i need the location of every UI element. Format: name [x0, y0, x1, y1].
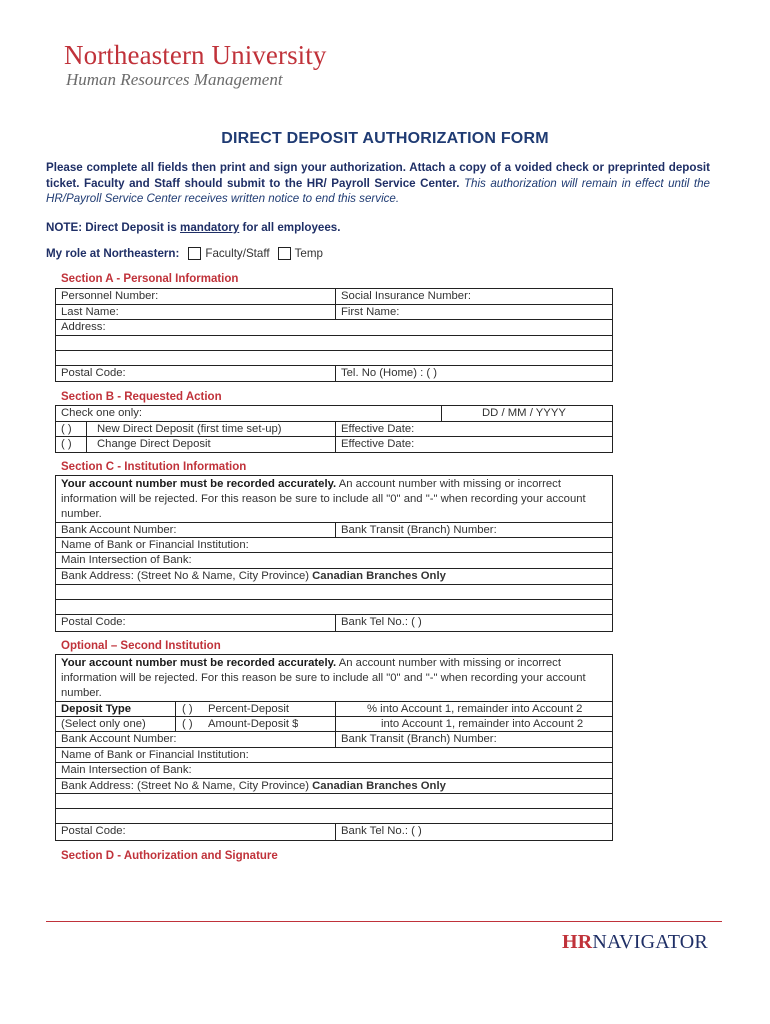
bank-account-number-field-2[interactable]: Bank Account Number:	[61, 733, 177, 745]
intro-paragraph	[46, 160, 710, 207]
table-row	[56, 320, 612, 336]
bank-address-label: Bank Address: (Street No & Name, City Province)	[61, 570, 309, 582]
section-b-table	[55, 405, 613, 453]
bank-address-label: Bank Address: (Street No & Name, City Province)	[61, 780, 309, 792]
temp-label: Temp	[294, 247, 323, 260]
bank-tel-field[interactable]: Bank Tel No.: ( )	[341, 616, 422, 628]
table-row	[56, 779, 612, 794]
university-name: Northeastern University	[64, 40, 327, 70]
canadian-branches-note: Canadian Branches Only	[312, 570, 446, 582]
table-row	[56, 732, 612, 748]
deposit-type-label: Deposit Type	[61, 703, 132, 715]
section-a-title: Section A - Personal Information	[61, 273, 239, 285]
table-row	[56, 702, 612, 717]
main-intersection-field-2[interactable]: Main Intersection of Bank:	[61, 764, 192, 776]
faculty-staff-label: Faculty/Staff	[205, 247, 270, 260]
check-one-label: Check one only:	[61, 407, 143, 419]
bank-address-field-2[interactable]	[61, 779, 446, 793]
footer-divider	[46, 921, 722, 922]
section-b-title: Section B - Requested Action	[61, 391, 222, 403]
table-row	[56, 366, 612, 381]
bank-address-field[interactable]	[61, 569, 446, 584]
section-d-title: Section D - Authorization and Signature	[61, 850, 278, 862]
table-row	[56, 422, 612, 437]
select-only-one-label: (Select only one)	[61, 718, 146, 730]
account-warning	[56, 655, 612, 702]
section-a-table	[55, 288, 613, 382]
effective-date-new[interactable]: Effective Date:	[341, 423, 415, 435]
bank-address-line-3[interactable]	[56, 809, 612, 824]
optional-section-table	[55, 654, 613, 841]
optional-section-title: Optional – Second Institution	[61, 640, 221, 652]
faculty-staff-checkbox[interactable]	[188, 247, 201, 260]
table-row	[56, 437, 612, 452]
amount-deposit-radio[interactable]: ( )	[182, 718, 193, 730]
percent-deposit-radio[interactable]: ( )	[182, 703, 193, 715]
table-row	[56, 553, 612, 569]
tel-home-field[interactable]: Tel. No (Home) : ( )	[341, 367, 438, 379]
bank-tel-field-2[interactable]: Bank Tel No.: ( )	[341, 825, 422, 837]
bank-address-line-3[interactable]	[56, 600, 612, 615]
warning-bold: Your account number must be recorded accurately.	[61, 478, 337, 490]
bank-address-line-2[interactable]	[56, 794, 612, 809]
table-row	[56, 538, 612, 553]
address-line-2[interactable]	[56, 336, 612, 351]
bank-transit-field[interactable]: Bank Transit (Branch) Number:	[341, 524, 497, 536]
percent-deposit-label: Percent-Deposit	[208, 703, 289, 715]
hr-navigator-logo	[562, 931, 708, 954]
bank-postal-code-field-2[interactable]: Postal Code:	[61, 825, 126, 837]
address-line-3[interactable]	[56, 351, 612, 366]
warning-bold: Your account number must be recorded accurately.	[61, 657, 337, 669]
amount-deposit-note: into Account 1, remainder into Account 2	[381, 718, 584, 730]
account-warning	[56, 476, 612, 523]
section-c-table	[55, 475, 613, 632]
table-row	[56, 289, 612, 305]
role-selector	[46, 247, 331, 260]
department-name: Human Resources Management	[66, 70, 283, 89]
table-row	[56, 569, 612, 585]
canadian-branches-note: Canadian Branches Only	[312, 780, 446, 792]
table-row	[56, 763, 612, 779]
personnel-number-field[interactable]: Personnel Number:	[61, 290, 159, 302]
intro-italic-text: This authorization will remain in effect until the HR/Payroll Service Center receives written notice to end this service.	[46, 176, 710, 205]
first-name-field[interactable]: First Name:	[341, 306, 400, 318]
table-row	[56, 406, 612, 422]
table-row	[56, 824, 612, 840]
new-deposit-radio[interactable]: ( )	[61, 423, 72, 435]
date-format-label: DD / MM / YYYY	[482, 407, 566, 419]
intro-bold-text: Please complete all fields then print and sign your authorization. Attach a copy of a voided check or preprinted deposit ticket. Faculty and Staff should submit to the HR/ Payroll Service Center.	[46, 161, 710, 190]
warning-text: An account number with missing or incorrect information will be rejected. For this reason be sure to include all "0" and "-" when recording your account number.	[61, 657, 586, 699]
change-deposit-radio[interactable]: ( )	[61, 438, 72, 450]
table-row	[56, 717, 612, 732]
logo-navigator: NAVIGATOR	[592, 931, 708, 953]
note-suffix: for all employees.	[242, 221, 341, 234]
role-label: My role at Northeastern:	[46, 247, 180, 260]
section-c-title: Section C - Institution Information	[61, 461, 247, 473]
bank-postal-code-field[interactable]: Postal Code:	[61, 616, 126, 628]
note-prefix: NOTE: Direct Deposit is	[46, 221, 177, 234]
effective-date-change[interactable]: Effective Date:	[341, 438, 415, 450]
postal-code-field[interactable]: Postal Code:	[61, 367, 126, 379]
temp-checkbox[interactable]	[278, 247, 291, 260]
last-name-field[interactable]: Last Name:	[61, 306, 119, 318]
main-intersection-field[interactable]: Main Intersection of Bank:	[61, 554, 192, 566]
warning-text: An account number with missing or incorrect information will be rejected. For this reason be sure to include all "0" and "-" when recording your account number.	[61, 478, 586, 520]
logo-hr: HR	[562, 931, 593, 953]
table-row	[56, 523, 612, 538]
mandatory-note	[46, 221, 340, 234]
table-row	[56, 305, 612, 320]
bank-address-line-2[interactable]	[56, 585, 612, 600]
change-deposit-label: Change Direct Deposit	[97, 438, 211, 450]
bank-name-field-2[interactable]: Name of Bank or Financial Institution:	[61, 749, 249, 761]
social-insurance-number-field[interactable]: Social Insurance Number:	[341, 290, 471, 302]
table-row	[56, 748, 612, 763]
address-field[interactable]: Address:	[61, 321, 106, 333]
note-underlined: mandatory	[180, 221, 240, 234]
bank-name-field[interactable]: Name of Bank or Financial Institution:	[61, 539, 249, 551]
percent-deposit-note: % into Account 1, remainder into Account 2	[367, 703, 583, 715]
table-row	[56, 615, 612, 631]
amount-deposit-label: Amount-Deposit $	[208, 718, 299, 730]
bank-account-number-field[interactable]: Bank Account Number:	[61, 524, 177, 536]
bank-transit-field-2[interactable]: Bank Transit (Branch) Number:	[341, 733, 497, 745]
form-title: DIRECT DEPOSIT AUTHORIZATION FORM	[221, 130, 549, 147]
new-deposit-label: New Direct Deposit (first time set-up)	[97, 423, 282, 435]
